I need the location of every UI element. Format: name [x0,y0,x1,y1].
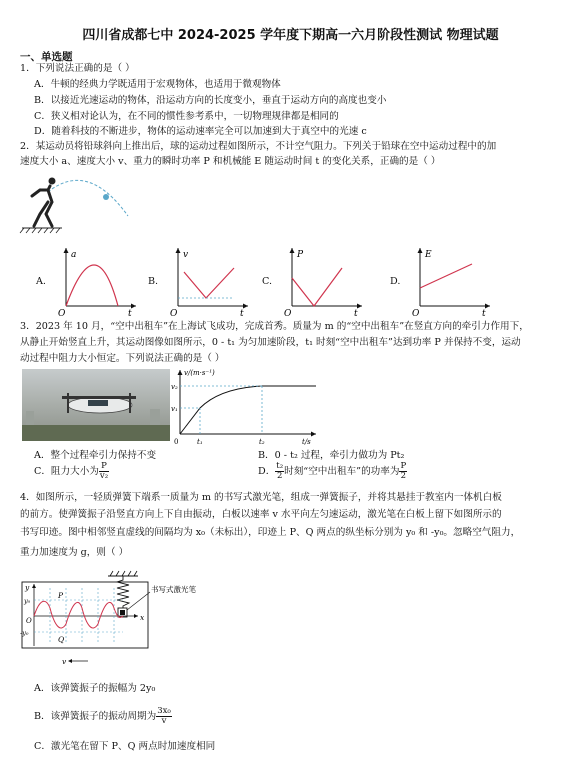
section-heading: 一、单选题 [20,51,73,63]
q3-graph-ylabel: v/(m·s⁻¹) [184,369,215,377]
q3-option-d [258,462,407,481]
neg-y0-label: -y₀ [20,629,29,637]
graph-b-origin: O [170,309,178,316]
q1-option-b: B．以接近光速运动的物体，沿运动方向的长度变小，垂直于运动方向的高度也变小 [34,95,387,106]
graph-c-ylabel: P [297,250,304,260]
q3-option-c-fraction: $\frac{P}{\text{v₂}}$ [99,461,109,481]
graph-c [282,244,367,316]
shot-put-figure [18,170,138,234]
q4-option-b-fraction: $\frac{\text{3x₀}}{v}$ [157,706,171,726]
q3-stem-line1: 3．2023 年 10 月，“空中出租车”在上海试飞成功，完成首秀。质量为 m 的“空中出租车”在竖直方向的牵引力作用下， [20,321,529,332]
q4-stem-line1: 4．如图所示，一轻质弹簧下端系一质量为 m 的书写式激光笔，组成一弹簧振子，并将其悬挂于教室内一体机白板 [20,492,502,503]
q3-option-b: B．0 - t₂ 过程，牵引力做功为 Pt₂ [258,450,405,461]
graph-a [56,244,141,316]
pen-label: 书写式激光笔 [151,585,196,594]
q3-option-a: A．整个过程牵引力保持不变 [34,450,157,461]
q3-option-c-text: C．阻力大小为 [34,466,99,477]
graph-c-origin: O [284,309,292,316]
graph-b [168,244,253,316]
graph-c-xlabel: t [354,309,358,316]
point-q-label: Q [58,635,65,644]
air-taxi-photo [22,369,170,441]
q3-option-d-prefix: D． [258,466,276,477]
q3-stem-line2: 从静止开始竖直上升，其运动图像如图所示，0 - t₁ 为匀加速阶段，t₁ 时刻“空中出租车”达到功率 P 并保持不变，运动 [20,337,521,348]
q2-option-a-label: A. [36,276,46,287]
graph-a-ylabel: a [71,250,77,260]
q3-stem-line3: 动过程中阻力大小恒定。下列说法正确的是（ ） [20,353,225,364]
paper-title: 四川省成都七中 2024-2025 学年度下期高一六月阶段性测试 物理试题 [82,28,499,43]
q2-stem-line1: 2．某运动员将铅球斜向上推出后，球的运动过程如图所示，不计空气阻力。下列关于铅球在空中运动过程中的加 [20,141,497,152]
graph-d-origin: O [412,309,420,316]
origin-label: O [26,617,32,625]
graph-b-xlabel: t [240,309,244,316]
velocity-label: v [62,657,67,666]
q3-option-d-fraction2: $\frac{P}{2}$ [400,461,407,481]
q1-option-c: C．狭义相对论认为，在不同的惯性参考系中，一切物理规律都是相同的 [34,111,339,122]
q3-graph-xlabel: t/s [302,438,311,446]
q3-graph-origin: 0 [174,438,179,446]
q4-option-b-text: B．该弹簧振子的振动周期为 [34,711,157,722]
q4-option-a: A．该弹簧振子的振幅为 2y₀ [34,683,156,694]
graph-a-xlabel: t [128,309,132,316]
q3-vt-graph [170,366,322,448]
q2-option-b-label: B. [148,276,159,287]
y-axis-label: y [25,583,30,592]
q3-option-d-fraction1: $\frac{\text{t₂}}{2}$ [276,461,284,481]
q3-graph-v1: v₁ [171,405,178,413]
q3-graph-v2: v₂ [171,383,178,391]
q4-spring-figure [20,568,252,668]
q3-option-d-text: 时刻“空中出租车”的功率为 [284,466,400,477]
graph-d-xlabel: t [482,309,486,316]
q1-stem: 1．下列说法正确的是（ ） [20,63,135,74]
q4-stem-line4: 重力加速度为 g，则（ ） [20,547,129,558]
q4-option-b [34,707,172,726]
graph-a-origin: O [58,309,66,316]
q2-option-d-label: D. [390,276,401,287]
q4-stem-line2: 的前方。使弹簧振子沿竖直方向上下自由振动，白板以速率 v 水平向左匀速运动，激光笔在白板上留下如图所示的 [20,509,502,520]
q1-option-a: A．牛顿的经典力学既适用于宏观物体，也适用于微观物体 [34,79,281,90]
q4-option-c: C．激光笔在留下 P、Q 两点时加速度相同 [34,741,216,752]
graph-b-ylabel: v [183,250,189,260]
q2-stem-line2: 速度大小 a、速度大小 v、重力的瞬时功率 P 和机械能 E 随运动时间 t 的变化关系，正确的是（ ） [20,156,441,167]
q4-stem-line3: 书写印迹。图中相邻竖直虚线的间隔均为 x₀（未标出），印迹上 P、Q 两点的纵坐标分别为 y₀ 和 -y₀。忽略空气阻力， [20,527,521,538]
graph-d [410,244,495,316]
y0-label: y₀ [24,597,31,605]
q2-option-c-label: C. [262,276,273,287]
q3-graph-t2: t₂ [259,438,265,446]
x-axis-label: x [140,613,145,622]
q3-option-c [34,462,109,481]
q1-option-d: D．随着科技的不断进步，物体的运动速率完全可以加速到大于真空中的光速 c [34,126,367,137]
q3-graph-t1: t₁ [197,438,203,446]
point-p-label: P [58,591,64,600]
graph-d-ylabel: E [425,250,432,260]
